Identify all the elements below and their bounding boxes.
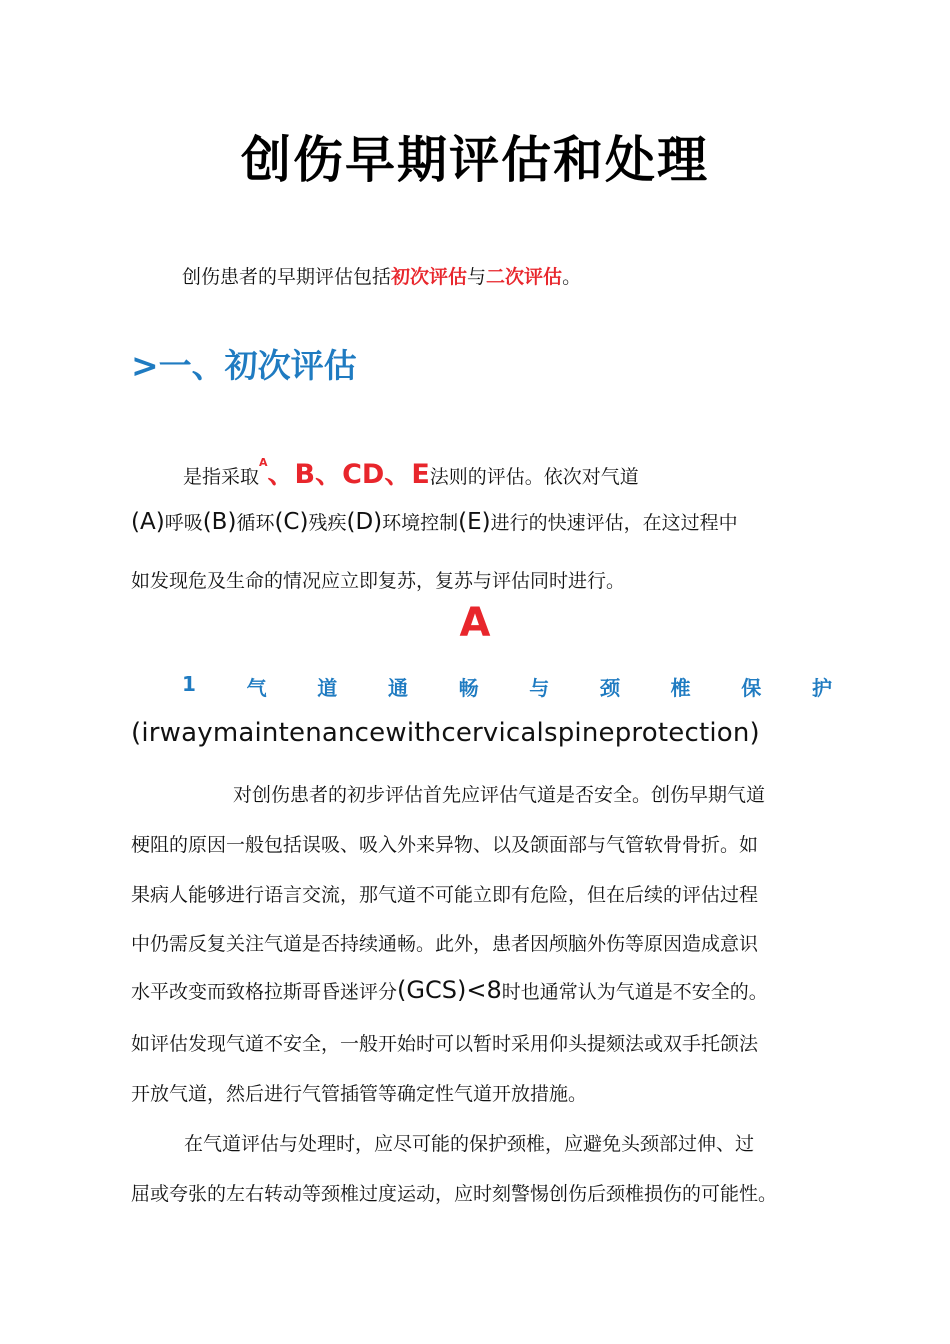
rule-letters: 、B、CD、E xyxy=(267,459,430,490)
p1-text: 是指采取 xyxy=(183,466,260,488)
airway-subheading xyxy=(182,672,832,701)
subheading-char: 道 xyxy=(317,676,338,700)
highlight-secondary-assessment: 二次评估 xyxy=(486,266,563,288)
gcs-text-after: 时也通常认为气道是不安全的。 xyxy=(501,981,768,1003)
body-line: 中仍需反复关注气道是否持续通畅。此外，患者因颅脑外伤等原因造成意识 xyxy=(131,933,759,955)
body-line: 开放气道，然后进行气管插管等确定性气道开放措施。 xyxy=(131,1083,588,1105)
abcde-paragraph xyxy=(183,452,639,491)
section-letter-a: A xyxy=(459,600,491,646)
subheading-char: 保 xyxy=(741,676,762,700)
intro-paragraph xyxy=(182,262,581,289)
body-line: 果病人能够进行语言交流，那气道不可能立即有危险，但在后续的评估过程 xyxy=(131,884,759,906)
label-environment: 环境控制 xyxy=(382,512,459,534)
highlight-initial-assessment: 初次评估 xyxy=(391,266,468,288)
abcde-detail-line xyxy=(131,508,738,535)
code-d: (D) xyxy=(346,509,383,535)
p2-text-after: 进行的快速评估，在这过程中 xyxy=(490,512,738,534)
subheading-char: 护 xyxy=(811,676,832,700)
intro-text: 创伤患者的早期评估包括 xyxy=(182,266,392,288)
p1-text-after: 法则的评估。依次对气道 xyxy=(429,466,639,488)
body-line: 如评估发现气道不安全，一般开始时可以暂时采用仰头提颏法或双手托颌法 xyxy=(131,1033,759,1055)
body-line: 梗阻的原因一般包括误吸、吸入外来异物、以及颌面部与气管软骨骨折。如 xyxy=(131,834,759,856)
gcs-text: 水平改变而致格拉斯哥昏迷评分 xyxy=(131,981,398,1003)
code-c: (C) xyxy=(274,509,309,535)
subheading-char: 1 xyxy=(182,672,196,696)
subheading-char: 畅 xyxy=(458,676,479,700)
body-line: 屈或夸张的左右转动等颈椎过度运动，应时刻警惕创伤后颈椎损伤的可能性。 xyxy=(131,1183,778,1205)
label-breathing: 呼吸 xyxy=(164,512,203,534)
label-circulation: 循环 xyxy=(236,512,275,534)
body-line: 在气道评估与处理时，应尽可能的保护颈椎，应避免头颈部过伸、过 xyxy=(184,1133,755,1155)
page-title: 创伤早期评估和处理 xyxy=(241,131,709,189)
code-a: (A) xyxy=(131,509,165,535)
subheading-char: 气 xyxy=(246,676,267,700)
subheading-char: 椎 xyxy=(670,676,691,700)
subheading-char: 通 xyxy=(387,676,408,700)
english-subtitle: (irwaymaintenancewithcervicalspineprotection) xyxy=(131,718,760,748)
subheading-char: 颈 xyxy=(599,676,620,700)
gcs-score: (GCS)<8 xyxy=(397,976,502,1004)
intro-connector: 与 xyxy=(467,266,487,288)
section-heading: >一、初次评估 xyxy=(131,346,357,385)
rule-letter-a: A xyxy=(259,456,268,469)
resuscitation-line: 如发现危及生命的情况应立即复苏，复苏与评估同时进行。 xyxy=(131,570,626,592)
body-line-gcs xyxy=(131,976,768,1004)
intro-end: 。 xyxy=(562,266,582,288)
label-disability: 残疾 xyxy=(308,512,347,534)
subheading-char: 与 xyxy=(529,676,550,700)
body-line: 对创伤患者的初步评估首先应评估气道是否安全。创伤早期气道 xyxy=(233,784,766,806)
code-e: (E) xyxy=(458,509,491,535)
code-b: (B) xyxy=(202,509,237,535)
